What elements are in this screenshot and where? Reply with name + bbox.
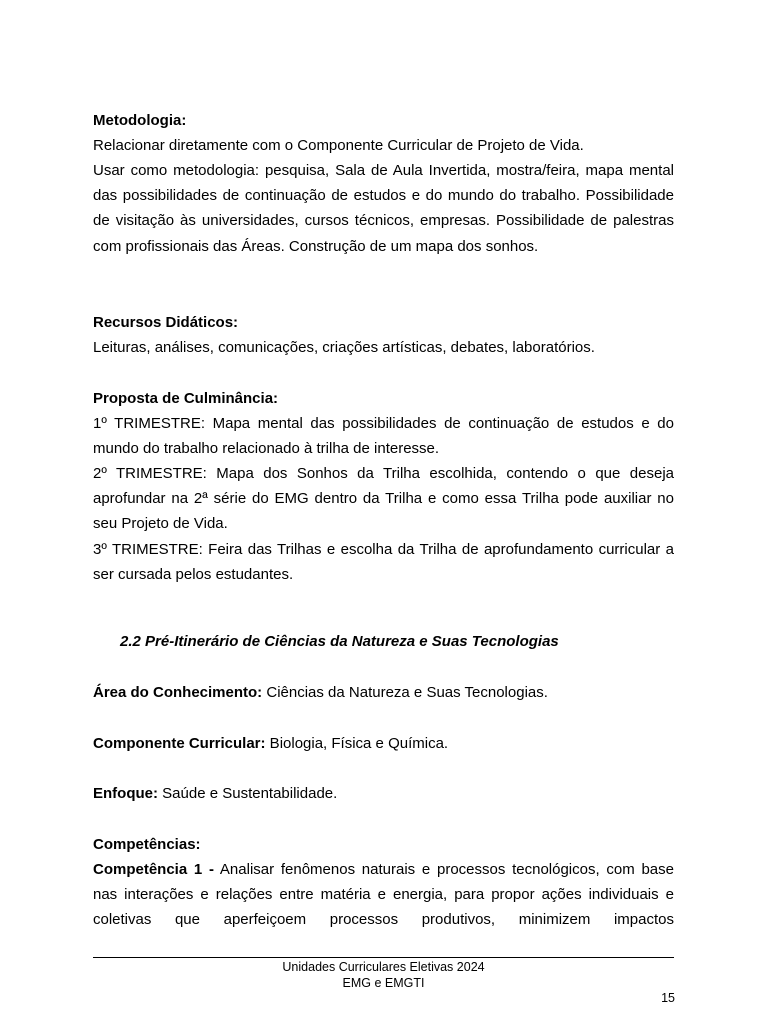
area-value: Ciências da Natureza e Suas Tecnologias. (262, 684, 548, 701)
footer-title: Unidades Curriculares Eletivas 2024 (282, 960, 485, 974)
competencias-heading: Competências: (93, 836, 201, 853)
footer-subtitle: EMG e EMGTI (342, 976, 425, 990)
metodologia-paragraph: Usar como metodologia: pesquisa, Sala de Aula Invertida, mostra/feira, mapa mental das possibilidades de continuação de estudos e do mundo do trabalho. Possibilidade de visitação às universidades, cursos técnicos, empresas. Possibilidade de palestras com profissionais das Áreas. Construção de um mapa dos sonhos. (93, 162, 674, 255)
metodologia-heading: Metodologia: (93, 112, 187, 129)
area-label: Área do Conhecimento: (93, 684, 263, 701)
competencia-1 (93, 857, 674, 933)
componente-label: Componente Curricular: (93, 735, 266, 752)
culminancia-item: 2º TRIMESTRE: Mapa dos Sonhos da Trilha escolhida, contendo o que deseja aprofundar na 2ª série do EMG dentro da Trilha e como essa Trilha pode auxiliar no seu Projeto de Vida. (93, 465, 674, 533)
footer-divider (93, 957, 674, 958)
section-title: 2.2 Pré-Itinerário de Ciências da Natureza e Suas Tecnologias (120, 633, 559, 650)
componente-line (93, 731, 674, 756)
enfoque-value: Saúde e Sustentabilidade. (158, 785, 338, 802)
recursos-heading: Recursos Didáticos: (93, 314, 239, 331)
culminancia-item: 3º TRIMESTRE: Feira das Trilhas e escolha da Trilha de aprofundamento curricular a ser cursada pelos estudantes. (93, 541, 674, 584)
componente-value: Biologia, Física e Química. (265, 735, 449, 752)
recursos-text: Leituras, análises, comunicações, criações artísticas, debates, laboratórios. (93, 339, 595, 356)
enfoque-label: Enfoque: (93, 785, 158, 802)
page-number: 15 (661, 991, 675, 1005)
competencia-1-label: Competência 1 - (93, 861, 215, 878)
enfoque-line (93, 781, 674, 806)
area-line (93, 680, 674, 705)
metodologia-line: Relacionar diretamente com o Componente Curricular de Projeto de Vida. (93, 137, 584, 154)
culminancia-item: 1º TRIMESTRE: Mapa mental das possibilidades de continuação de estudos e do mundo do trabalho relacionado à trilha de interesse. (93, 415, 674, 458)
culminancia-heading: Proposta de Culminância: (93, 390, 279, 407)
competencia-1-text: Analisar fenômenos naturais e processos tecnológicos, com base nas interações e relações entre matéria e energia, para propor ações individuais e coletivas que aperfeiçoem processos produtivos, minimizem impactos (93, 861, 674, 929)
